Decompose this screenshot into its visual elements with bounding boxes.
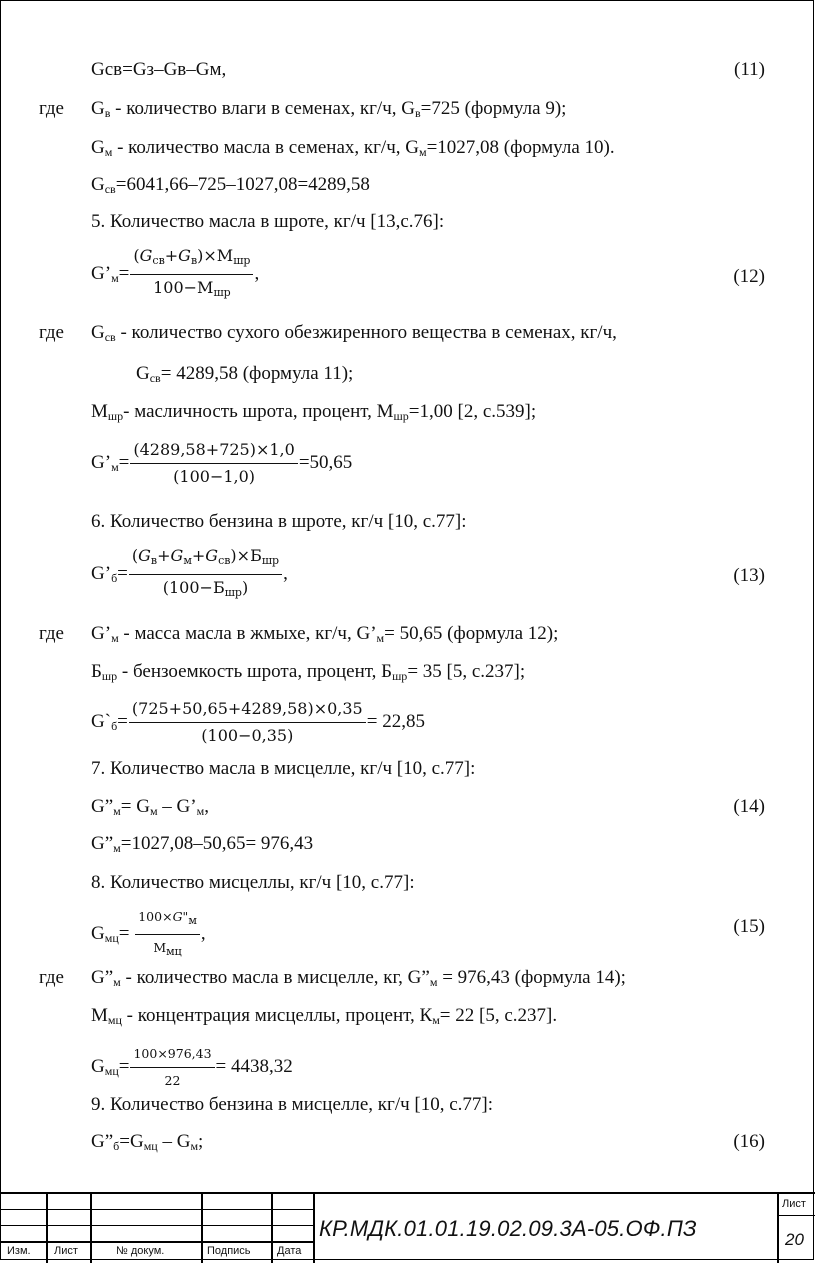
text: = [118, 1055, 130, 1077]
text: - концентрация мисцеллы, процент, К [121, 1005, 433, 1026]
symbol: Б [91, 661, 102, 682]
subscript: шр [107, 409, 124, 423]
denominator [135, 935, 200, 963]
numerator: 100×976,43 [130, 1043, 214, 1068]
subscript: шр [224, 586, 242, 599]
subscript: м [432, 1013, 440, 1027]
text: = 50,65 (формула 12); [384, 623, 559, 644]
symbol: G” [91, 833, 114, 854]
text: – G’ [157, 796, 197, 817]
item-9-heading: 9. Количество бензина в мисцелле, кг/ч [10, с.77]: [91, 1094, 494, 1115]
divider [46, 1194, 48, 1263]
text: - бензоемкость шрота, процент, Б [117, 661, 393, 682]
fraction [135, 906, 200, 963]
where-label: где [39, 623, 64, 644]
symbol: G" [172, 909, 189, 924]
definition-mmc [91, 1005, 557, 1031]
item-6-heading: 6. Количество бензина в шроте, кг/ч [10, с.77]: [91, 511, 467, 532]
text: - количество масла в мисцелле, кг, G” [120, 967, 430, 988]
subscript: в [104, 106, 111, 120]
text: = [118, 451, 130, 473]
document-code: КР.МДК.01.01.19.02.09.3А-05.ОФ.ПЗ [319, 1216, 697, 1241]
symbol: G [138, 546, 151, 565]
definition-gsv-value [136, 363, 353, 389]
symbol: G [91, 137, 105, 158]
symbol: G [205, 546, 219, 565]
text: – G [157, 1131, 191, 1152]
column-list-label: Лист [54, 1245, 78, 1257]
symbol: G [170, 546, 184, 565]
subscript: м [113, 975, 121, 989]
denominator: 22 [164, 1073, 181, 1088]
divider [1, 1209, 313, 1210]
equation-14 [91, 796, 209, 822]
symbol: G” [91, 967, 114, 988]
text: =6041,66–725–1027,08=4289,58 [115, 174, 370, 195]
subscript: м [196, 804, 205, 818]
calculation-gsv [91, 174, 370, 200]
equation-11 [91, 59, 226, 81]
item-7-heading: 7. Количество масла в мисцелле, кг/ч [10, с.77]: [91, 758, 476, 779]
subscript: м [113, 841, 121, 855]
fraction [130, 245, 253, 304]
equation-12 [91, 245, 259, 304]
subscript: м [111, 270, 119, 285]
definition-gm-prime [91, 623, 558, 649]
text: - количество влаги в семенах, кг/ч, G [110, 98, 415, 119]
subscript: шр [392, 669, 408, 683]
denominator: (100−1,0) [173, 467, 256, 486]
numerator: (4289,58+725)×1,0 [130, 439, 297, 464]
fraction [129, 545, 282, 604]
subscript: б [111, 570, 118, 585]
symbol: G [139, 246, 153, 265]
subscript: мц [104, 930, 119, 945]
divider [201, 1194, 203, 1263]
result: =50,65 [298, 451, 353, 473]
symbol: G [91, 322, 105, 343]
subscript: шр [233, 254, 251, 267]
symbol: G [178, 246, 191, 265]
fraction [129, 698, 366, 747]
text: , [283, 562, 288, 584]
subscript: в [415, 106, 421, 120]
denominator [129, 575, 282, 604]
fraction [130, 1043, 214, 1092]
definition-gm [91, 137, 615, 163]
equation-number-13: (13) [733, 565, 765, 586]
definition-msh [91, 401, 536, 427]
text: =725 (формула 9); [420, 98, 567, 119]
subscript: шр [101, 669, 118, 683]
subscript: шр [393, 409, 409, 423]
text: ) [241, 578, 249, 597]
where-label: где [39, 967, 64, 988]
definition-bsh [91, 661, 525, 687]
subscript: м [104, 145, 113, 159]
text: =1027,08–50,65= 976,43 [120, 833, 314, 854]
result: = 4438,32 [215, 1055, 293, 1077]
subscript: мц [104, 1063, 119, 1078]
item-5-heading: 5. Количество масла в шроте, кг/ч [13,с.76]: [91, 211, 445, 232]
divider [777, 1194, 779, 1263]
calculation-14 [91, 833, 313, 859]
text: =G [119, 1131, 144, 1152]
divider [90, 1194, 92, 1263]
text: )×М [197, 246, 234, 265]
subscript: мц [143, 1139, 158, 1153]
result: = 22,85 [366, 710, 425, 732]
symbol: G [91, 922, 105, 944]
numerator [129, 545, 282, 575]
subscript: мц [166, 945, 182, 958]
text: ( [131, 546, 139, 565]
sheet-number: 20 [785, 1230, 804, 1249]
where-label: где [39, 322, 64, 343]
column-date-label: Дата [277, 1245, 302, 1257]
divider [271, 1194, 273, 1263]
symbol: G` [91, 710, 112, 732]
divider [313, 1194, 315, 1263]
calculation-15 [91, 1043, 293, 1092]
divider [1, 1225, 313, 1226]
text: ( [133, 246, 140, 265]
text: =1,00 [2, с.539]; [408, 401, 537, 422]
subscript: св [104, 330, 116, 344]
calculation-13 [91, 698, 425, 747]
equation-13 [91, 545, 288, 604]
text: = 22 [5, с.237]. [439, 1005, 558, 1026]
subscript: м [419, 145, 427, 159]
subscript: м [190, 1139, 199, 1153]
text: - масса масла в жмыхе, кг/ч, G’ [118, 623, 377, 644]
text: = G [120, 796, 150, 817]
where-label: где [39, 98, 64, 119]
calculation-12 [91, 439, 352, 488]
numerator [130, 245, 253, 275]
subscript: в [190, 254, 198, 267]
symbol: G’ [91, 562, 112, 584]
text: + [157, 546, 171, 565]
numerator [135, 906, 200, 935]
text: = 976,43 (формула 14); [437, 967, 626, 988]
symbol: G’ [91, 262, 112, 284]
text: , [204, 796, 209, 817]
symbol: G [136, 363, 150, 384]
subscript: шр [261, 554, 280, 567]
text: = [118, 262, 130, 284]
subscript: м [111, 631, 119, 645]
subscript: шр [213, 286, 231, 299]
subscript: м [429, 975, 438, 989]
text: = [118, 922, 135, 944]
text: М [153, 940, 167, 955]
text: + [164, 246, 179, 265]
text: )×Б [230, 546, 262, 565]
text: , [254, 262, 260, 284]
text: + [191, 546, 206, 565]
subscript: б [111, 718, 118, 733]
text: (100−Б [162, 578, 225, 597]
text: 100−М [153, 278, 214, 297]
numerator: (725+50,65+4289,58)×0,35 [129, 698, 366, 723]
subscript: м [111, 459, 119, 474]
definition-gsv [91, 322, 617, 348]
title-block [1, 1192, 815, 1263]
subscript: св [104, 182, 116, 196]
subscript: в [150, 554, 158, 567]
equation-11-text: Gсв=Gз–Gв–Gм, [91, 59, 227, 80]
sheet-label: Лист [782, 1198, 806, 1210]
subscript: м [188, 914, 197, 927]
symbol: G’ [91, 451, 112, 473]
symbol: G [91, 98, 105, 119]
text: =1027,08 (формула 10). [426, 137, 615, 158]
symbol: G” [91, 796, 114, 817]
equation-15 [91, 906, 206, 963]
divider [777, 1215, 815, 1216]
subscript: м [376, 631, 385, 645]
subscript: м [183, 554, 192, 567]
text: = 35 [5, с.237]; [407, 661, 526, 682]
definition-gm-double [91, 967, 626, 993]
symbol: G [91, 174, 105, 195]
subscript: б [113, 1139, 120, 1153]
subscript: мц [107, 1013, 122, 1027]
text: = [117, 710, 128, 732]
equation-number-14: (14) [733, 796, 765, 817]
symbol: М [91, 1005, 108, 1026]
subscript: м [149, 804, 158, 818]
text: ; [198, 1131, 204, 1152]
subscript: св [152, 254, 165, 267]
text: - количество масла в семенах, кг/ч, G [112, 137, 419, 158]
subscript: св [218, 554, 231, 567]
symbol: G’ [91, 623, 112, 644]
equation-16 [91, 1131, 203, 1157]
divider [1, 1241, 313, 1243]
column-sign-label: Подпись [207, 1245, 251, 1257]
subscript: м [113, 804, 121, 818]
symbol: М [91, 401, 108, 422]
symbol: G [91, 1055, 105, 1077]
equation-number-15: (15) [733, 916, 765, 937]
column-doc-label: № докум. [116, 1245, 165, 1257]
text: , [200, 922, 206, 944]
text: - масличность шрота, процент, М [123, 401, 394, 422]
subscript: св [149, 371, 161, 385]
equation-number-16: (16) [733, 1131, 765, 1152]
denominator: (100−0,35) [201, 726, 294, 745]
text: - количество сухого обезжиренного вещества в семенах, кг/ч, [115, 322, 617, 343]
item-8-heading: 8. Количество мисцеллы, кг/ч [10, с.77]: [91, 872, 415, 893]
text: 100× [138, 909, 173, 924]
equation-number-11: (11) [734, 59, 765, 80]
symbol: G” [91, 1131, 114, 1152]
column-izm-label: Изм. [7, 1245, 31, 1257]
text: = [117, 562, 128, 584]
denominator [130, 275, 253, 304]
fraction [130, 439, 297, 488]
definition-gv [91, 98, 566, 124]
equation-number-12: (12) [733, 266, 765, 287]
text: = 4289,58 (формула 11); [160, 363, 354, 384]
